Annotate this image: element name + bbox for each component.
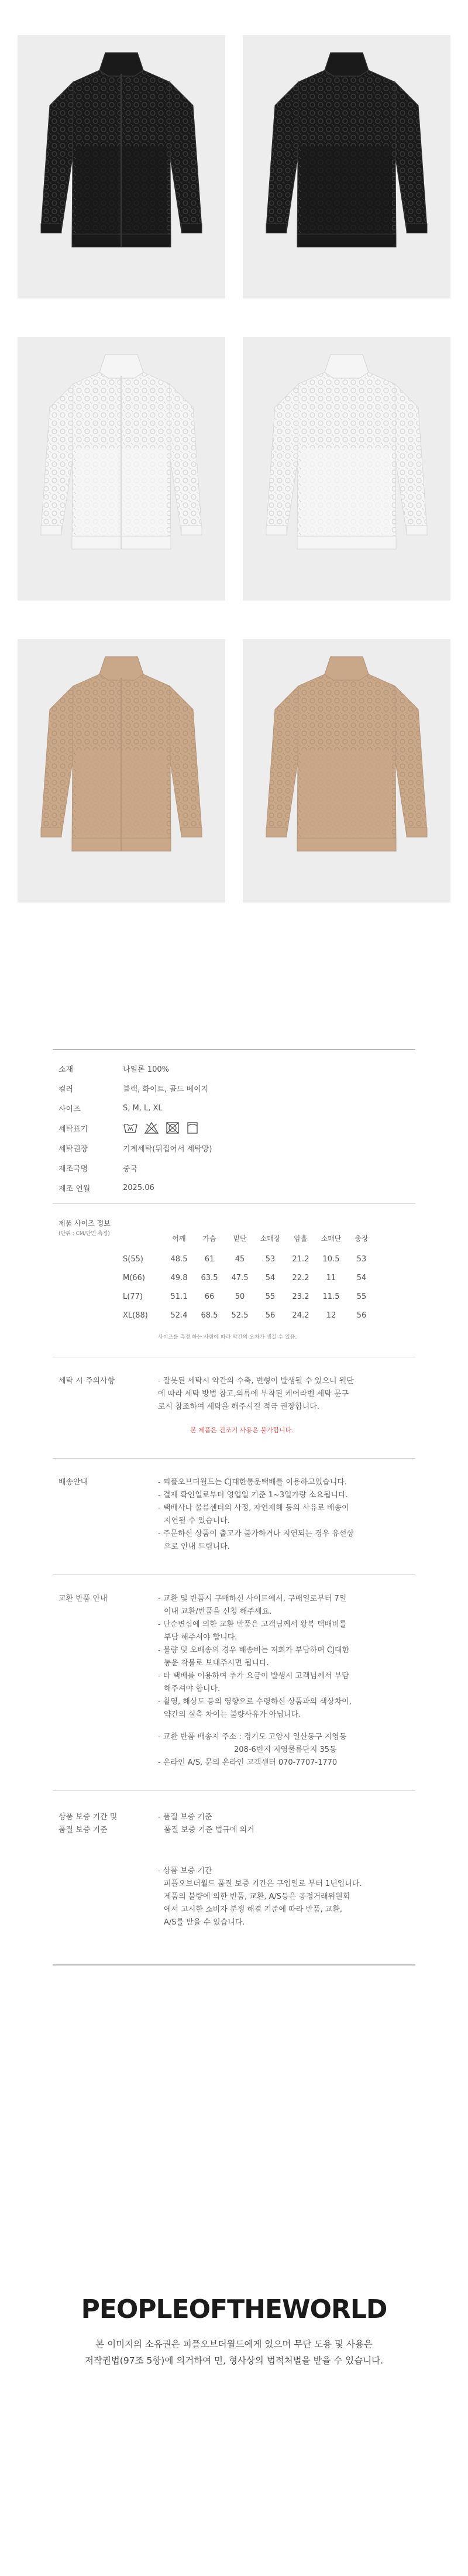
- spec-value: 나일론 100%: [123, 1065, 169, 1074]
- size-cell: 61: [204, 1254, 215, 1264]
- jacket-illustration: [18, 639, 225, 903]
- size-table-row: [123, 1287, 377, 1306]
- delivery-block: [53, 1459, 415, 1575]
- size-cell: 53: [356, 1254, 367, 1264]
- size-cell: 49.8: [170, 1273, 188, 1282]
- warranty-label-line: 품질 보증 기준: [58, 1826, 108, 1834]
- size-chart-note: 사이즈를 측정 하는 사람에 따라 약간의 오차가 생길 수 있음.: [158, 1335, 297, 1340]
- size-header: 밑단: [233, 1234, 247, 1243]
- product-photo-grid: [18, 35, 450, 941]
- size-cell: 55: [265, 1292, 276, 1301]
- care-notice-content: [158, 1375, 415, 1437]
- care-notice-block: [53, 1357, 415, 1458]
- size-cell: 45: [235, 1254, 245, 1264]
- spec-row-care-label: [53, 1118, 415, 1138]
- spec-row-size: [53, 1098, 415, 1118]
- spec-label: 세탁표기: [58, 1124, 88, 1134]
- size-cell: 10.5: [322, 1254, 340, 1264]
- brand-footer: [0, 2294, 468, 2369]
- size-table-row: [123, 1306, 377, 1325]
- jacket-illustration: [18, 35, 225, 299]
- spec-value: 2025.06: [123, 1183, 154, 1192]
- size-cell: 55: [356, 1292, 367, 1301]
- warranty-block: [53, 1791, 415, 1964]
- size-cell: 54: [265, 1273, 276, 1282]
- care-notice-label: 세탁 시 주의사항: [58, 1377, 115, 1385]
- spec-row-color: [53, 1078, 415, 1098]
- size-chart: [53, 1204, 415, 1357]
- exchange-line: - 타 택배를 이용하여 추가 요금이 발생시 고객님께서 부담: [158, 1672, 349, 1680]
- exchange-block: [53, 1575, 415, 1790]
- size-cell: 52.4: [170, 1311, 188, 1320]
- warranty-content: [158, 1811, 415, 1929]
- delivery-line: - 피플오브더월드는 CJ대한통운택배를 이용하고있습니다.: [158, 1478, 347, 1487]
- warranty-label-line: 상품 보증 기간 및: [58, 1813, 118, 1822]
- copyright-line: 본 이미지의 소유권은 피플오브더월드에게 있으며 무단 도용 및 사용은: [95, 2339, 373, 2349]
- return-address-line: - 교환 반품 배송지 주소 : 경기도 고양시 일산동구 지영동: [158, 1733, 347, 1741]
- exchange-label: 교환 반품 안내: [58, 1594, 108, 1603]
- product-photo: [18, 639, 225, 903]
- spec-label: 세탁권장: [58, 1144, 88, 1154]
- spec-label: 제조국명: [58, 1164, 88, 1174]
- exchange-line: - 불량 및 오배송의 경우 배송비는 저희가 부담하며 CJ대한: [158, 1646, 349, 1655]
- size-header: 총장: [355, 1234, 369, 1243]
- delivery-line: - 결제 확인일로부터 영업일 기준 1~3일가량 소요됩니다.: [158, 1491, 348, 1500]
- spec-row-material: [53, 1058, 415, 1078]
- size-cell: 63.5: [201, 1273, 218, 1282]
- warranty-line: 피플오브더월드 품질 보증 기간은 구입일로 부터 1년입니다.: [164, 1879, 362, 1888]
- exchange-line: 이내 교환/반품을 신청 해주세요.: [164, 1607, 272, 1616]
- size-cell: 48.5: [170, 1254, 188, 1264]
- size-cell: 47.5: [231, 1273, 249, 1282]
- size-cell: 51.1: [170, 1292, 188, 1301]
- warranty-line: 품질 보증 기준 법규에 의거: [164, 1826, 254, 1834]
- copyright-line: 저작권법(97조 5항)에 의거하여 민, 형사상의 법적처벌을 받을 수 있습니다.: [84, 2355, 384, 2366]
- product-photo: [243, 35, 450, 299]
- warranty-label: [58, 1811, 158, 1929]
- size-header: 가슴: [202, 1234, 216, 1243]
- warranty-line: - 상품 보증 기간: [158, 1867, 212, 1875]
- size-header: 암홀: [294, 1234, 308, 1243]
- photo-row-beige: [18, 639, 450, 903]
- size-cell: 22.2: [292, 1273, 309, 1282]
- jacket-illustration: [18, 337, 225, 601]
- care-notice-line: - 잘못된 세탁시 약간의 수축, 변형이 발생될 수 있으니 원단: [158, 1377, 354, 1385]
- spec-value: 블랙, 화이트, 골드 베이지: [123, 1085, 209, 1094]
- dryer-warning: 본 제품은 건조기 사용은 불가합니다.: [190, 1426, 294, 1434]
- product-photo: [243, 639, 450, 903]
- size-chart-title-block: [58, 1218, 123, 1237]
- spec-value: 기계세탁(뒤집어서 세탁망): [123, 1144, 212, 1154]
- size-table-row: [123, 1268, 377, 1287]
- exchange-line: 통운 착불로 보내주시면 됩니다.: [164, 1659, 269, 1668]
- exchange-line: 약간의 실측 차이는 불량사유가 아닙니다.: [164, 1710, 301, 1719]
- product-photo: [18, 337, 225, 601]
- jacket-illustration: [243, 639, 450, 903]
- size-label: S(55): [123, 1254, 143, 1264]
- size-cell: 12: [326, 1311, 336, 1320]
- line-dry-icon: [186, 1121, 199, 1134]
- size-label: XL(88): [123, 1311, 148, 1320]
- exchange-line: 부담 해주셔야 합니다.: [164, 1633, 238, 1642]
- care-icons: [123, 1121, 199, 1134]
- photo-row-black: [18, 35, 450, 299]
- warranty-line: A/S를 받을 수 있습니다.: [164, 1918, 245, 1927]
- brand-logo: PEOPLEOFTHEWORLD: [81, 2294, 387, 2324]
- size-cell: 50: [235, 1292, 245, 1301]
- size-table-header: [123, 1226, 377, 1250]
- as-contact-line: - 온라인 A/S, 문의 온라인 고객센터 070-7707-1770: [158, 1758, 338, 1767]
- size-cell: 52.5: [231, 1311, 249, 1320]
- exchange-content: [158, 1593, 415, 1769]
- size-header: 소매장: [260, 1234, 281, 1243]
- delivery-line: 지연될 수 있습니다.: [164, 1517, 230, 1525]
- size-cell: 56: [265, 1311, 276, 1320]
- photo-row-white: [18, 337, 450, 601]
- spec-label: 사이즈: [58, 1105, 81, 1114]
- exchange-line: - 교환 및 반품시 구매하신 사이트에서, 구매일로부터 7일: [158, 1594, 347, 1603]
- spec-row-origin: [53, 1158, 415, 1178]
- product-photo: [243, 337, 450, 601]
- warranty-line: 에서 고시한 소비자 분쟁 해결 기준에 따라 반품, 교환,: [164, 1905, 343, 1914]
- size-cell: 11: [326, 1273, 336, 1282]
- return-address-line-2: 208-6번지 지영물류단지 35동: [234, 1745, 337, 1754]
- delivery-label: 배송안내: [58, 1478, 88, 1487]
- size-header: 어깨: [172, 1234, 186, 1243]
- spec-table: [53, 1050, 415, 1203]
- delivery-line: 으로 안내 드립니다.: [164, 1542, 230, 1551]
- size-label: L(77): [123, 1292, 143, 1301]
- size-cell: 24.2: [292, 1311, 309, 1320]
- size-cell: 56: [356, 1311, 367, 1320]
- exchange-line: - 촬영, 해상도 등의 영향으로 수령하신 상품과의 색상차이,: [158, 1697, 352, 1706]
- spec-label: 제조 연월: [58, 1184, 91, 1193]
- copyright-notice: [0, 2336, 468, 2369]
- no-bleach-icon: [144, 1121, 159, 1134]
- delivery-content: [158, 1476, 415, 1553]
- delivery-line: - 주문하신 상품이 출고가 불가하거나 지연되는 경우 유선상: [158, 1529, 355, 1538]
- delivery-line: - 택배사나 물류센터의 사정, 자연재해 등의 사유로 배송이: [158, 1504, 349, 1512]
- spec-row-date: [53, 1178, 415, 1198]
- care-notice-line: 에 따라 세탁 방법 참고,의류에 부착된 케어라벨 세탁 문구: [158, 1390, 349, 1398]
- size-cell: 23.2: [292, 1292, 309, 1301]
- product-photo: [18, 35, 225, 299]
- size-header: 소매단: [321, 1234, 342, 1243]
- size-table: [123, 1226, 377, 1325]
- size-header-empty: [123, 1226, 164, 1250]
- jacket-illustration: [243, 35, 450, 299]
- care-notice-line: 로시 참조하여 세탁을 해주시길 적극 권장합니다.: [158, 1402, 319, 1411]
- size-label: M(66): [123, 1273, 145, 1282]
- divider: [53, 1964, 415, 1966]
- size-table-row: [123, 1250, 377, 1268]
- size-cell: 54: [356, 1273, 367, 1282]
- exchange-line: - 단순변심에 의한 교환 반품은 고객님께서 왕복 택배비를: [158, 1620, 347, 1629]
- size-cell: 53: [265, 1254, 276, 1264]
- spec-value: S, M, L, XL: [123, 1103, 163, 1113]
- size-cell: 66: [204, 1292, 215, 1301]
- jacket-illustration: [243, 337, 450, 601]
- warranty-line: 제품의 불량에 의한 반품, 교환, A/S등은 공정거래위원회: [164, 1892, 350, 1901]
- spec-label: 소재: [58, 1065, 74, 1074]
- size-cell: 21.2: [292, 1254, 309, 1264]
- product-spec-section: [53, 1049, 415, 1966]
- spec-value: 중국: [123, 1164, 138, 1174]
- hand-wash-icon: [123, 1121, 138, 1134]
- exchange-line: 해주셔야 합니다.: [164, 1685, 221, 1693]
- spec-label: 컬러: [58, 1085, 74, 1094]
- spec-row-wash: [53, 1138, 415, 1158]
- size-cell: 68.5: [201, 1311, 218, 1320]
- size-table-body: [123, 1250, 377, 1325]
- size-cell: 11.5: [322, 1292, 340, 1301]
- warranty-line: - 품질 보증 기준: [158, 1813, 212, 1822]
- no-tumble-dry-icon: [165, 1121, 180, 1134]
- size-chart-unit: (단위 : CM/단면 측정): [58, 1231, 110, 1237]
- size-chart-title: 제품 사이즈 정보: [58, 1219, 111, 1227]
